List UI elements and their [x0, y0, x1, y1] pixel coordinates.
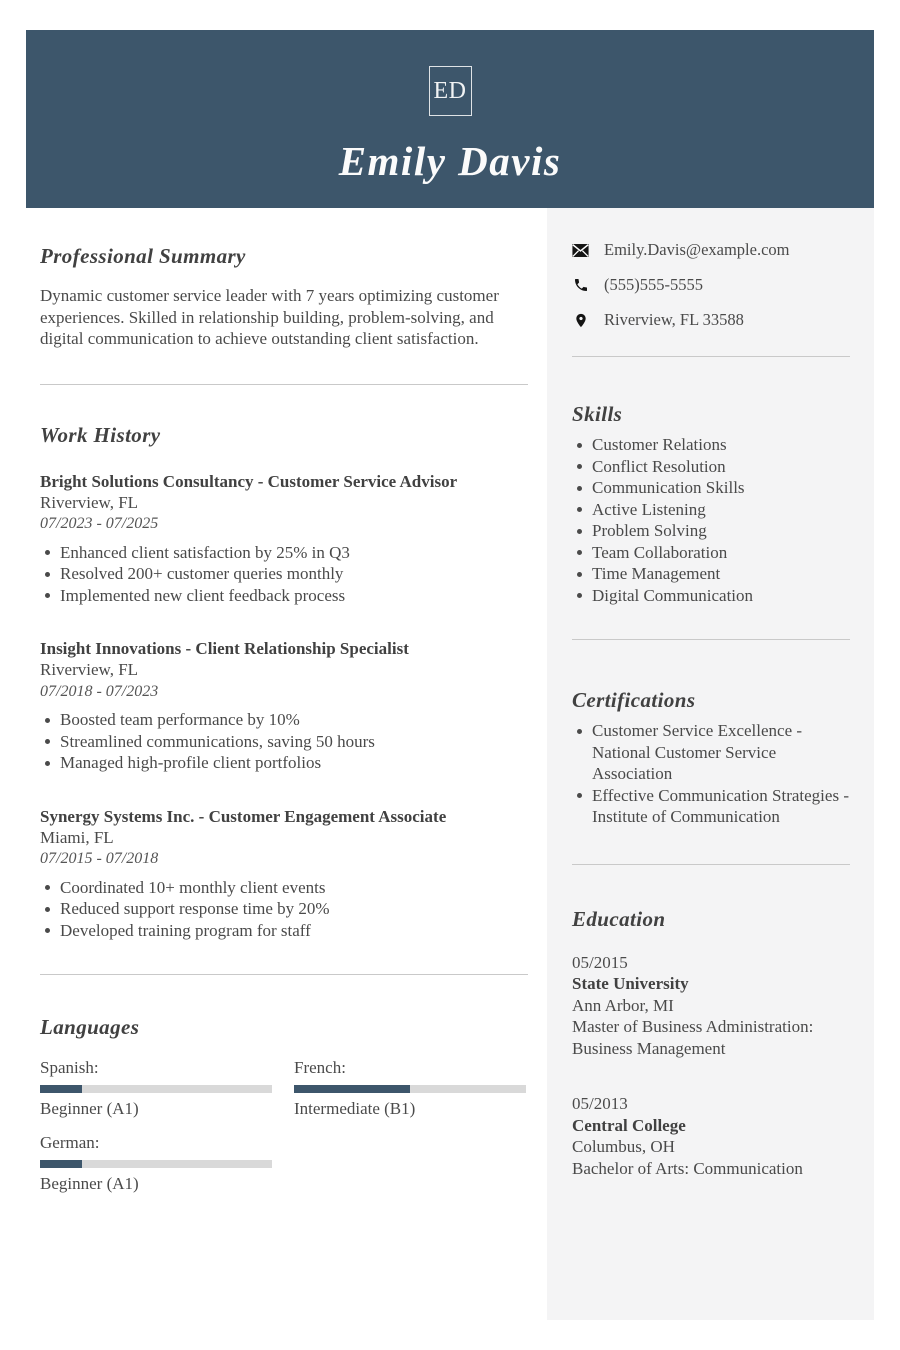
job-location: Miami, FL: [40, 827, 114, 847]
language-bar-fill: [40, 1160, 82, 1168]
education-school: State University: [572, 974, 689, 993]
summary-text: Dynamic customer service leader with 7 years optimizing customer experiences. Skilled in relationship building, problem-solving, and digital communication to achieve outstanding client satisfaction.: [40, 286, 499, 348]
contact-email: Emily.Davis@example.com: [604, 240, 790, 259]
language-bar-track: [40, 1160, 272, 1168]
language-item: [40, 1132, 272, 1194]
divider: [572, 864, 850, 865]
skill-item: Communication Skills: [572, 477, 850, 499]
languages-grid: [40, 1057, 528, 1194]
job-bullet: Boosted team performance by 10%: [40, 709, 528, 731]
certifications-list: [572, 720, 850, 828]
sidebar-column: [547, 208, 874, 1320]
education-school: Central College: [572, 1115, 686, 1135]
language-bar-track: [40, 1085, 272, 1093]
job-title: Insight Innovations - Client Relationship Specialist: [40, 639, 409, 658]
main-column: [26, 208, 547, 1320]
contact-phone-row: [572, 275, 850, 295]
skill-item: Digital Communication: [572, 585, 850, 607]
job-location: Riverview, FL: [40, 660, 139, 679]
education-date: 05/2013: [572, 1094, 628, 1113]
language-bar-fill: [294, 1085, 410, 1093]
job-bullet: Coordinated 10+ monthly client events: [40, 877, 528, 899]
skill-item: Problem Solving: [572, 520, 850, 542]
certification-item: Effective Communication Strategies - Institute of Communication: [572, 785, 850, 828]
education-entry: [572, 952, 850, 1060]
job-dates: 07/2018 - 07/2023: [40, 682, 159, 700]
skill-item: Conflict Resolution: [572, 456, 850, 478]
language-name: Spanish:: [40, 1058, 99, 1077]
language-level: Intermediate (B1): [294, 1099, 416, 1118]
skill-item: Team Collaboration: [572, 542, 850, 564]
job-title: Synergy Systems Inc. - Customer Engagement Associate: [40, 806, 447, 826]
monogram-badge: [429, 66, 472, 116]
language-name: German:: [40, 1133, 100, 1152]
job-location: Riverview, FL: [40, 492, 139, 512]
job-bullet-list: [40, 542, 528, 607]
language-bar-fill: [40, 1085, 82, 1093]
skill-item: Active Listening: [572, 499, 850, 521]
phone-icon: [572, 277, 589, 294]
language-item: [40, 1057, 272, 1119]
language-item: [294, 1057, 526, 1119]
education-date: 05/2015: [572, 952, 628, 972]
language-name: French:: [294, 1058, 346, 1077]
work-history-heading: Work History: [40, 422, 161, 447]
job-title: Bright Solutions Consultancy - Customer Service Advisor: [40, 471, 458, 491]
education-location: Ann Arbor, MI: [572, 995, 674, 1015]
skills-list: [572, 434, 850, 606]
divider: [40, 974, 528, 975]
job-bullet: Developed training program for staff: [40, 920, 528, 942]
education-heading: Education: [572, 906, 666, 931]
monogram-initials: ED: [433, 77, 467, 104]
contact-location: Riverview, FL 33588: [604, 310, 744, 329]
job-dates: 07/2015 - 07/2018: [40, 850, 159, 867]
education-location: Columbus, OH: [572, 1137, 675, 1156]
resume-page: [26, 30, 874, 1320]
languages-heading: Languages: [40, 1015, 140, 1039]
location-pin-icon: [572, 312, 589, 329]
job-bullet: Implemented new client feedback process: [40, 585, 528, 607]
job-bullet: Enhanced client satisfaction by 25% in Q3: [40, 542, 528, 564]
job-bullet: Streamlined communications, saving 50 hours: [40, 731, 528, 753]
education-entry: [572, 1093, 850, 1179]
divider: [572, 356, 850, 357]
contact-phone: (555)555-5555: [604, 275, 703, 294]
skill-item: Customer Relations: [572, 434, 850, 456]
education-degree: Master of Business Administration: Business Management: [572, 1017, 814, 1058]
job-bullet: Resolved 200+ customer queries monthly: [40, 563, 528, 585]
education-degree: Bachelor of Arts: Communication: [572, 1158, 803, 1178]
job-entry: [40, 471, 528, 607]
job-dates: 07/2023 - 07/2025: [40, 515, 159, 532]
skill-item: Time Management: [572, 563, 850, 585]
divider: [572, 639, 850, 640]
job-bullet: Reduced support response time by 20%: [40, 898, 528, 920]
contact-email-row: [572, 240, 850, 260]
certification-item: Customer Service Excellence - National Customer Service Association: [572, 720, 850, 785]
job-entry: [40, 638, 528, 774]
resume-header: [26, 30, 874, 208]
language-bar-track: [294, 1085, 526, 1093]
job-entry: [40, 806, 528, 942]
divider: [40, 384, 528, 385]
language-level: Beginner (A1): [40, 1099, 139, 1118]
language-level: Beginner (A1): [40, 1174, 139, 1193]
contact-location-row: [572, 310, 850, 330]
skills-heading: Skills: [572, 402, 623, 426]
certifications-heading: Certifications: [572, 688, 696, 712]
job-bullet-list: [40, 709, 528, 774]
summary-heading: Professional Summary: [40, 244, 246, 268]
candidate-name: Emily Davis: [338, 138, 562, 184]
email-icon: [572, 242, 589, 259]
job-bullet: Managed high-profile client portfolios: [40, 752, 528, 774]
job-bullet-list: [40, 877, 528, 942]
